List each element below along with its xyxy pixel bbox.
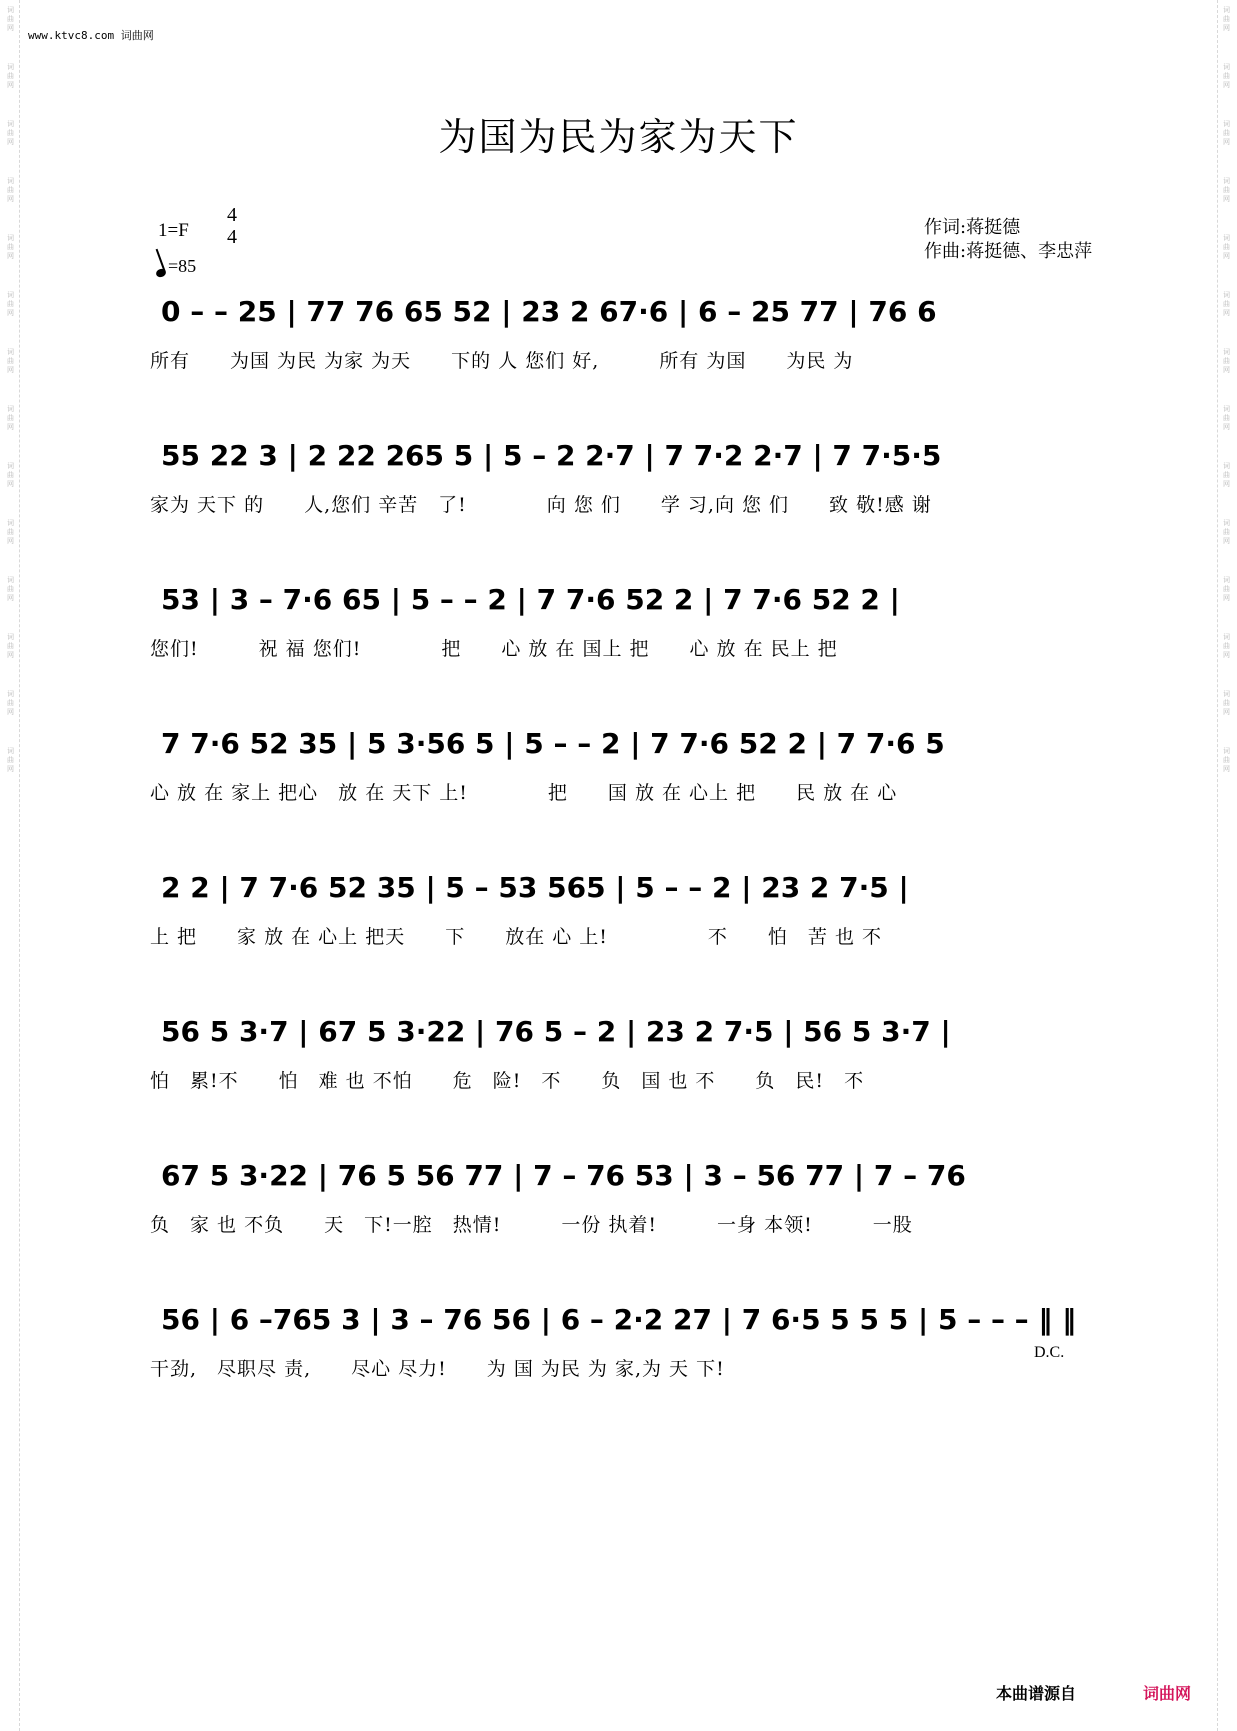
lyric-line: 心 放 在 家上 把心 放 在 天下 上! 把 国 放 在 心上 把 民 放 在 心	[150, 782, 898, 804]
notation-line	[150, 423, 1120, 487]
strip-watermark: 词曲网	[1223, 576, 1230, 602]
notation-text: 7 7·6 52 35 | 5 3·56 5 | 5 – – 2 | 7 7·6 52 2 | 7 7·6 5	[161, 726, 945, 760]
credits	[924, 216, 1092, 264]
strip-watermark: 词曲网	[1223, 291, 1230, 317]
strip-watermark: 词曲网	[7, 291, 14, 317]
notation-text: 56 5 3·7 | 67 5 3·22 | 76 5 – 2 | 23 2 7·5 | 56 5 3·7 |	[161, 1014, 951, 1048]
key-signature: 1=F	[158, 220, 189, 241]
strip-watermark: 词曲网	[1223, 405, 1230, 431]
strip-watermark: 词曲网	[7, 519, 14, 545]
lyric-line: 所有 为国 为民 为家 为天 下的 人 您们 好, 所有 为国 为民 为	[150, 350, 854, 372]
left-watermark-strip	[2, 0, 20, 1731]
composer: 作曲:蒋挺德、李忠萍	[924, 241, 1093, 262]
lyric-line: 您们! 祝 福 您们! 把 心 放 在 国上 把 心 放 在 民上 把	[150, 638, 838, 660]
strip-watermark: 词曲网	[7, 747, 14, 773]
notation-line	[150, 999, 1120, 1063]
strip-watermark: 词曲网	[1223, 747, 1230, 773]
strip-watermark: 词曲网	[1223, 234, 1230, 260]
tempo-value: =85	[168, 256, 197, 276]
lyric-line: 干劲, 尽职尽 责, 尽心 尽力! 为 国 为民 为 家,为 天 下!	[150, 1358, 725, 1380]
lyricist: 作词:蒋挺德	[924, 217, 1021, 238]
strip-watermark: 词曲网	[7, 576, 14, 602]
site-url[interactable]: www.ktvc8.com 词曲网	[28, 29, 154, 42]
notation-text: 55 22 3 | 2 22 265 5 | 5 – 2 2·7 | 7 7·2 2·7 | 7 7·5·5	[161, 438, 942, 472]
tempo-marking	[156, 256, 196, 277]
strip-watermark: 词曲网	[1223, 519, 1230, 545]
notation-text: 0 – – 25 | 77 76 65 52 | 23 2 67·6 | 6 – 25 77 | 76 6	[161, 294, 937, 328]
strip-watermark: 词曲网	[7, 234, 14, 260]
notation-line	[150, 567, 1120, 631]
strip-watermark: 词曲网	[7, 462, 14, 488]
lyric-line: 上 把 家 放 在 心上 把天 下 放在 心 上! 不 怕 苦 也 不	[150, 926, 882, 948]
lyric-line: 家为 天下 的 人,您们 辛苦 了! 向 您 们 学 习,向 您 们 致 敬!感 谢	[150, 494, 932, 516]
notation-line	[150, 1143, 1120, 1207]
strip-watermark: 词曲网	[7, 633, 14, 659]
lyric-line: 怕 累!不 怕 难 也 不怕 危 险! 不 负 国 也 不 负 民! 不	[150, 1070, 865, 1092]
strip-watermark: 词曲网	[7, 120, 14, 146]
strip-watermark: 词曲网	[7, 63, 14, 89]
notation-text: 67 5 3·22 | 76 5 56 77 | 7 – 76 53 | 3 – 56 77 | 7 – 76	[161, 1158, 966, 1192]
strip-watermark: 词曲网	[1223, 6, 1230, 32]
song-title: 为国为民为家为天下	[438, 115, 799, 159]
lyric-line: 负 家 也 不负 天 下!一腔 热情! 一份 执着! 一身 本领! 一股	[150, 1214, 913, 1236]
strip-watermark: 词曲网	[1223, 120, 1230, 146]
notation-line	[150, 1287, 1120, 1351]
time-signature-bottom: 4	[227, 226, 237, 248]
time-signature	[222, 204, 242, 248]
footer-source-label: 本曲谱源自	[996, 1684, 1077, 1703]
notation-line	[150, 279, 1120, 343]
strip-watermark: 词曲网	[1223, 633, 1230, 659]
da-capo-mark: D.C.	[1034, 1344, 1065, 1361]
notation-text: 56 | 6 –765 3 | 3 – 76 56 | 6 – 2·2 27 | 7 6·5 5 5 5 | 5 – – – ‖ ‖	[161, 1302, 1077, 1336]
notation-text: 53 | 3 – 7·6 65 | 5 – – 2 | 7 7·6 52 2 | 7 7·6 52 2 |	[161, 582, 900, 616]
strip-watermark: 词曲网	[1223, 462, 1230, 488]
strip-watermark: 词曲网	[7, 177, 14, 203]
time-signature-top: 4	[227, 204, 237, 226]
strip-watermark: 词曲网	[1223, 177, 1230, 203]
notation-line	[150, 855, 1120, 919]
strip-watermark: 词曲网	[7, 405, 14, 431]
notation-text: 2 2 | 7 7·6 52 35 | 5 – 53 565 | 5 – – 2 | 23 2 7·5 |	[161, 870, 909, 904]
quarter-note-icon	[155, 267, 167, 278]
right-watermark-strip	[1217, 0, 1235, 1731]
strip-watermark: 词曲网	[1223, 690, 1230, 716]
strip-watermark: 词曲网	[7, 6, 14, 32]
strip-watermark: 词曲网	[1223, 63, 1230, 89]
notation-line	[150, 711, 1120, 775]
strip-watermark: 词曲网	[1223, 348, 1230, 374]
strip-watermark: 词曲网	[7, 348, 14, 374]
strip-watermark: 词曲网	[7, 690, 14, 716]
footer-brand-link[interactable]: 词曲网	[1143, 1684, 1192, 1703]
